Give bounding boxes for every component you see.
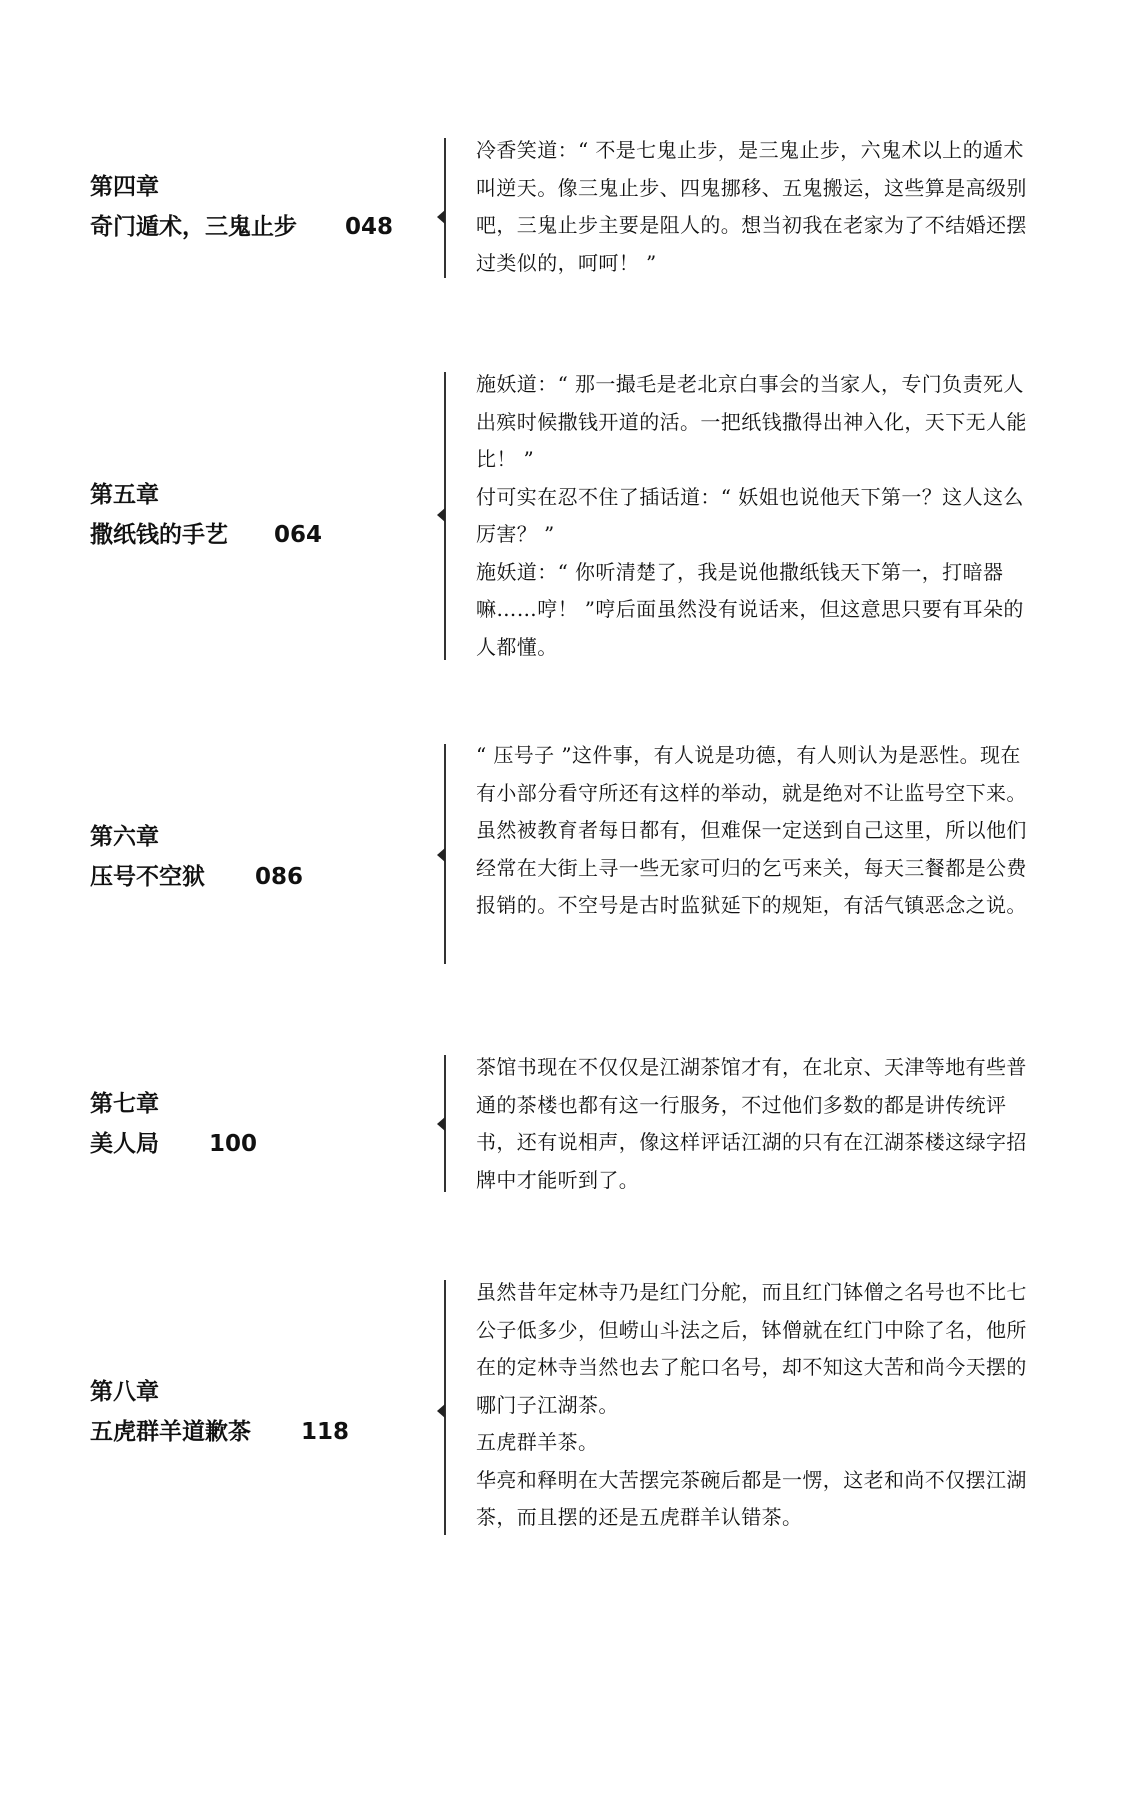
chapter-number: 第六章 bbox=[90, 824, 159, 850]
chapter-heading[interactable] bbox=[90, 1084, 257, 1164]
excerpt-paragraph: “ 压号子 ”这件事，有人说是功德，有人则认为是恶性。现在有小部分看守所还有这样的举动，就是绝对不让监号空下来。虽然被教育者每日都有，但难保一定送到自己这里，所以他们经常在大街上寻一些无家可归的乞丐来关，每天三餐都是公费报销的。不空号是古时监狱延下的规矩，有活气镇恶念之说。 bbox=[476, 743, 1027, 917]
chapter-heading[interactable] bbox=[90, 167, 393, 247]
chapter-title-line bbox=[90, 1124, 257, 1164]
divider-notch bbox=[437, 1117, 445, 1131]
excerpt-paragraph: 虽然昔年定林寺乃是红门分舵，而且红门钵僧之名号也不比七公子低多少，但崂山斗法之后，钵僧就在红门中除了名，他所在的定林寺当然也去了舵口名号，却不知这大苦和尚今天摆的哪门子江湖茶。 bbox=[476, 1280, 1027, 1417]
divider-notch bbox=[437, 848, 445, 862]
chapter-page-number: 064 bbox=[274, 522, 323, 548]
chapter-title-line bbox=[90, 1412, 349, 1452]
chapter-title: 五虎群羊道歉茶 bbox=[90, 1419, 251, 1445]
divider-line bbox=[444, 138, 446, 278]
chapter-number: 第七章 bbox=[90, 1091, 159, 1117]
chapter-number: 第四章 bbox=[90, 174, 159, 200]
chapter-excerpt bbox=[476, 737, 1041, 925]
excerpt-paragraph: 茶馆书现在不仅仅是江湖茶馆才有，在北京、天津等地有些普通的茶楼也都有这一行服务，不过他们多数的都是讲传统评书，还有说相声，像这样评话江湖的只有在江湖茶楼这绿字招牌中才能听到了。 bbox=[476, 1055, 1027, 1192]
divider-notch bbox=[437, 508, 445, 522]
excerpt-paragraph: 华亮和释明在大苦摆完茶碗后都是一愣，这老和尚不仅摆江湖茶，而且摆的还是五虎群羊认错茶。 bbox=[476, 1467, 1027, 1529]
chapter-page-number: 118 bbox=[301, 1419, 350, 1445]
chapter-heading[interactable] bbox=[90, 817, 303, 897]
chapter-title: 奇门遁术，三鬼止步 bbox=[90, 214, 297, 240]
chapter-title: 压号不空狱 bbox=[90, 864, 205, 890]
excerpt-paragraph: 五虎群羊茶。 bbox=[476, 1430, 599, 1454]
chapter-page-number: 048 bbox=[345, 214, 394, 240]
chapter-page-number: 086 bbox=[255, 864, 304, 890]
excerpt-paragraph: 施妖道：“ 你听清楚了，我是说他撒纸钱天下第一，打暗器嘛……哼！ ”哼后面虽然没有说话来，但这意思只要有耳朵的人都懂。 bbox=[476, 559, 1024, 659]
chapter-title-line bbox=[90, 207, 393, 247]
chapter-title-line bbox=[90, 857, 303, 897]
chapter-page-number: 100 bbox=[209, 1131, 258, 1157]
divider-notch bbox=[437, 210, 445, 224]
chapter-excerpt bbox=[476, 1274, 1041, 1537]
excerpt-paragraph: 付可实在忍不住了插话道：“ 妖姐也说他天下第一？这人这么厉害？ ” bbox=[476, 484, 1024, 546]
chapter-excerpt bbox=[476, 366, 1041, 666]
divider-notch bbox=[437, 1404, 445, 1418]
chapter-number: 第五章 bbox=[90, 482, 159, 508]
chapter-excerpt bbox=[476, 132, 1041, 282]
chapter-number: 第八章 bbox=[90, 1379, 159, 1405]
chapter-title: 美人局 bbox=[90, 1131, 159, 1157]
chapter-title-line bbox=[90, 515, 322, 555]
chapter-title: 撒纸钱的手艺 bbox=[90, 522, 228, 548]
excerpt-paragraph: 冷香笑道：“ 不是七鬼止步，是三鬼止步，六鬼术以上的遁术叫逆天。像三鬼止步、四鬼挪移、五鬼搬运，这些算是高级别吧，三鬼止步主要是阻人的。想当初我在老家为了不结婚还摆过类似的，呵呵！ ” bbox=[476, 138, 1027, 275]
chapter-excerpt bbox=[476, 1049, 1041, 1199]
chapter-heading[interactable] bbox=[90, 1372, 349, 1452]
excerpt-paragraph: 施妖道：“ 那一撮毛是老北京白事会的当家人，专门负责死人出殡时候撒钱开道的活。一把纸钱撒得出神入化，天下无人能比！ ” bbox=[476, 372, 1027, 471]
chapter-heading[interactable] bbox=[90, 475, 322, 555]
